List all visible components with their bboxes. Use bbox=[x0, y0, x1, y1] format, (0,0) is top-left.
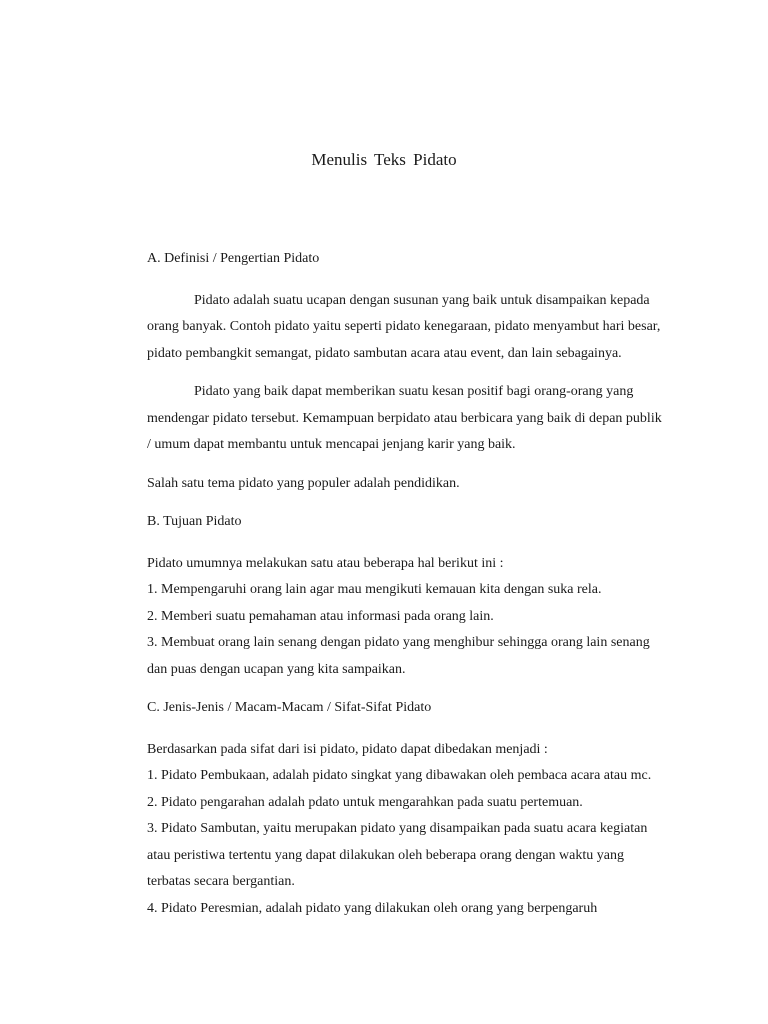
section-c-item-1: 1. Pidato Pembukaan, adalah pidato singkat yang dibawakan oleh pembaca acara atau mc. bbox=[147, 768, 652, 783]
section-c-list bbox=[147, 737, 667, 923]
section-a-heading: A. Definisi / Pengertian Pidato bbox=[147, 251, 320, 266]
section-c-item-4: 4. Pidato Peresmian, adalah pidato yang dilakukan oleh orang yang berpengaruh bbox=[147, 900, 598, 916]
section-c-heading: C. Jenis-Jenis / Macam-Macam / Sifat-Sifat Pidato bbox=[147, 700, 432, 715]
section-b-item-1: 1. Mempengaruhi orang lain agar mau mengikuti kemauan kita dengan suka rela. bbox=[147, 582, 602, 597]
section-b-item-3: 3. Membuat orang lain senang dengan pidato yang menghibur sehingga orang lain senang dan puas dengan ucapan yang kita sampaikan. bbox=[147, 635, 650, 677]
section-b-intro: Pidato umumnya melakukan satu atau beberapa hal berikut ini : bbox=[147, 555, 504, 571]
section-a-paragraph-2: Pidato yang baik dapat memberikan suatu kesan positif bagi orang-orang yang mendengar pidato tersebut. Kemampuan berpidato atau berbicara yang baik di depan publik / umum dapat membantu untuk mencapai jenjang karir yang baik. bbox=[147, 384, 662, 452]
section-a-paragraph-1: Pidato adalah suatu ucapan dengan susunan yang baik untuk disampaikan kepada orang banyak. Contoh pidato yaitu seperti pidato kenegaraan, pidato menyambut hari besar, pidato pembangkit semangat, pidato sambutan acara atau event, dan lain sebagainya. bbox=[147, 292, 661, 361]
section-c-item-2: 2. Pidato pengarahan adalah pdato untuk mengarahkan pada suatu pertemuan. bbox=[147, 794, 583, 810]
section-c-intro: Berdasarkan pada sifat dari isi pidato, pidato dapat dibedakan menjadi : bbox=[147, 741, 548, 757]
section-c-item-3: 3. Pidato Sambutan, yaitu merupakan pidato yang disampaikan pada suatu acara kegiatan atau peristiwa tertentu yang dapat dilakukan oleh beberapa orang dengan waktu yang terbatas secara bergantian. bbox=[147, 821, 648, 889]
document-title: Menulis Teks Pidato bbox=[311, 150, 457, 169]
section-b-heading: B. Tujuan Pidato bbox=[147, 514, 242, 529]
section-b-item-2: 2. Memberi suatu pemahaman atau informasi pada orang lain. bbox=[147, 608, 494, 624]
section-b-list bbox=[147, 551, 667, 684]
document-body bbox=[147, 246, 667, 934]
section-a-paragraph-3: Salah satu tema pidato yang populer adalah pendidikan. bbox=[147, 475, 460, 491]
